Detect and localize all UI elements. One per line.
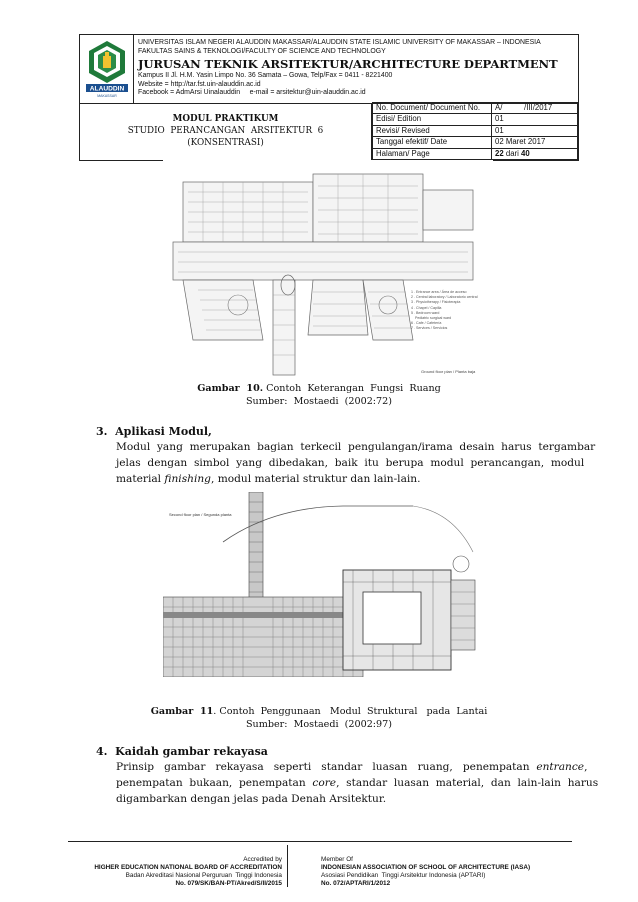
modul-title: MODUL PRAKTIKUM [172,114,279,124]
text-run-italic: entrance [536,761,585,773]
accreditation-block [60,856,282,888]
meta-label: Halaman/ Page [373,148,492,159]
figure-11-structural-plan [163,492,477,677]
figure-11-caption [130,705,508,731]
legend-item: Pediatric surgical ward [411,316,452,321]
document-meta-table [372,102,578,160]
footer-divider [68,841,572,842]
meta-label: Tanggal efektif/ Date [373,137,492,148]
text-run: penempatan bukaan, penempatan [116,777,313,789]
contact: Facebook = AdmArsi Uinalauddin e-mail = arsitektur@uin-alauddin.ac.id [138,89,366,97]
legend-item: 2 . Central laboratory / Laboratorio central [411,295,478,300]
department-name: JURUSAN TEKNIK ARSITEKTUR/ARCHITECTURE DEPARTMENT [138,57,558,72]
meta-value [492,148,578,159]
paragraph-line [116,775,599,791]
page-sep: dari [503,148,522,158]
logo-text: ALAUDDIN [89,85,125,93]
legend-item: 6 . Cafe / Cafetería [411,321,442,326]
caption-source: Sumber: Mostaedi (2002:97) [245,719,392,730]
floor-plan-drawing [163,160,493,378]
meta-value: 01 [492,114,578,125]
accreditation-number: No. 079/SK/BAN-PT/Akred/S/II/2015 [175,880,282,887]
legend-item: 7 . Services / Servicios [411,326,448,331]
text-run-italic: core [312,777,337,789]
header-bottom [80,103,578,160]
modul-course: STUDIO PERANCANGAN ARSITEKTUR 6 [127,126,324,136]
paragraph-line: Modul yang merupakan bagian terkecil pengulangan/irama desain harus tergambar [116,441,596,453]
table-row [373,103,578,114]
university-logo [80,35,134,103]
association-name: INDONESIAN ASSOCIATION OF SCHOOL OF ARCHITECTURE (IASA) [321,864,531,871]
text-run: , standar luasan material, dan lain-lain harus [336,777,599,789]
caption-number: Gambar 10. [197,383,264,394]
caption-text: Contoh Keterangan Fungsi Ruang [263,383,441,394]
text-run: Prinsip gambar rekayasa seperti standar luasan ruang, penempatan [116,761,537,773]
accredited-by-label: Accredited by [243,856,282,863]
modul-info [80,103,372,160]
meta-value: 01 [492,125,578,136]
meta-label: Revisi/ Revised [373,125,492,136]
document-header [79,34,579,161]
meta-label: No. Document/ Document No. [373,103,492,114]
meta-label: Edisi/ Edition [373,114,492,125]
legend-item: 5 . Bedroom ward [411,310,440,315]
section-3-body [116,439,596,487]
meta-value: 02 Maret 2017 [492,137,578,148]
header-top [80,35,578,104]
current-page: 22 [495,148,504,158]
association-name-id: Asosiasi Pendidikan Tinggi Arsitektur Indonesia (APTARI) [321,872,486,879]
section-4-title: 4. Kaidah gambar rekayasa [96,745,268,758]
table-row [373,114,578,125]
text-run: , [584,761,588,773]
table-row [373,148,578,159]
website: Website = http://tar.fst.uin-alauddin.ac.id [138,80,261,88]
member-of-label: Member Of [321,856,353,863]
membership-block [321,856,601,888]
structural-plan-drawing [163,492,477,677]
alauddin-logo-icon [84,39,130,99]
legend-item: 1 . Entrance area / Área de acceso [411,290,467,294]
accreditation-board: HIGHER EDUCATION NATIONAL BOARD OF ACCREDITATION [94,864,282,871]
meta-value: A/ /III/2017 [492,103,578,114]
membership-number: No. 072/APTARI/1/2012 [321,880,391,887]
footer-separator [287,845,288,887]
plan-legend [411,290,493,332]
university-info [138,39,574,98]
address: Kampus II Jl. H.M. Yasin Limpo No. 36 Samata – Gowa, Telp/Fax = 0411 - 8221400 [138,72,393,80]
text-run: material [116,473,165,485]
caption-number: Gambar 11 [150,706,214,717]
plan-label: Ground floor plan / Planta baja [421,369,476,374]
modul-concentration: (KONSENTRASI) [187,138,264,148]
legend-item: 4 . Chapel / Capilla [411,305,442,310]
table-row [373,137,578,148]
paragraph-line [116,759,588,775]
table-row [373,125,578,136]
section-3-title: 3. Aplikasi Modul, [96,425,212,438]
logo-subtext: MAKASSAR [97,94,117,98]
plan-label: Second floor plan / Segunda planta [169,512,232,517]
faculty-name: FAKULTAS SAINS & TEKNOLOGI/FACULTY OF SCIENCE AND TECHNOLOGY [138,47,386,55]
caption-text: . Contoh Penggunaan Modul Struktural pada Lantai [213,706,488,717]
paragraph-line: jelas dengan simbol yang dibedakan, baik itu berupa modul perancangan, modul [116,457,585,469]
university-name: UNIVERSITAS ISLAM NEGERI ALAUDDIN MAKASSAR/ALAUDDIN STATE ISLAMIC UNIVERSITY OF MAKASSAR – INDONESIA [138,39,541,46]
accreditation-board-id: Badan Akreditasi Nasional Perguruan Tinggi Indonesia [125,872,282,879]
paragraph-line: digambarkan dengan jelas pada Denah Arsitektur. [116,793,387,805]
caption-source: Sumber: Mostaedi (2002:72) [245,396,392,407]
text-run: , modul material struktur dan lain-lain. [210,473,421,485]
legend-item: 3 . Physiotherapy / Fisioterapia [411,300,461,305]
text-run-italic: finishing [164,473,211,485]
section-4-body [116,759,599,807]
total-pages: 40 [521,148,530,158]
paragraph-line [116,471,561,487]
figure-10-floor-plan [163,160,493,378]
figure-10-caption [130,382,508,408]
